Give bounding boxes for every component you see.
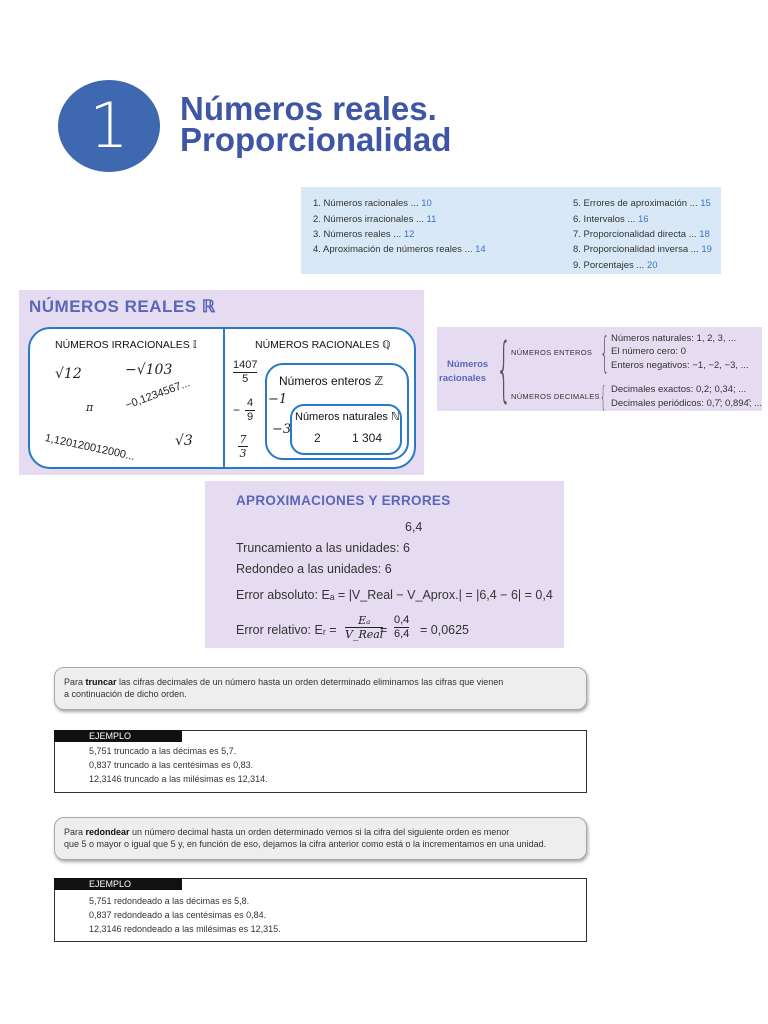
chapter-title-line2: Proporcionalidad <box>180 121 452 158</box>
fraction-denominator: 9 <box>246 411 254 423</box>
ejemplo-line: 12,3146 truncado a las milésimas es 12,314. <box>89 774 268 784</box>
ejemplo-line: 0,837 truncado a las centésimas es 0,83. <box>89 760 254 770</box>
decimales-brace: { <box>600 380 607 413</box>
irr-decimal: −0,1234567... <box>123 377 192 412</box>
index-item[interactable]: 5. Errores de aproximación ... 15 <box>573 198 711 209</box>
fraction-sign: − <box>233 403 241 417</box>
fraction-numerator: Eₐ <box>358 614 371 627</box>
group-enteros: NÚMEROS ENTEROS <box>511 348 593 357</box>
error-absoluto-line: Error absoluto: Eₐ = |V_Real − V_Aprox.| = |6,4 − 6| = 0,4 <box>236 588 553 602</box>
fraction-7-3 <box>238 433 248 460</box>
ejemplo-line: 12,3146 redondeado a las milésimas es 12,315. <box>89 924 281 934</box>
rac-item: El número cero: 0 <box>611 346 686 357</box>
fraction-1407-5 <box>233 359 257 386</box>
natural-1304: 1 304 <box>352 431 383 445</box>
rac-item: Decimales exactos: 0,2; 0,34; ... <box>611 384 747 395</box>
fraction-numerator: 4 <box>246 397 254 409</box>
error-relativo-value-fraction <box>394 614 409 641</box>
reales-title: NÚMEROS REALES ℝ <box>29 297 216 316</box>
rac-item: Números naturales: 1, 2, 3, ... <box>611 333 737 344</box>
outer-brace: { <box>496 328 512 410</box>
index-item[interactable]: 2. Números irracionales ... 11 <box>313 214 437 225</box>
chapter-number: 1 <box>89 89 129 162</box>
natural-2: 2 <box>314 431 321 445</box>
index-item[interactable]: 4. Aproximación de números reales ... 14 <box>313 244 486 255</box>
index-item[interactable]: 9. Porcentajes ... 20 <box>573 260 658 271</box>
index-item[interactable]: 1. Números racionales ... 10 <box>313 198 432 209</box>
racionales-label-line2: racionales <box>439 373 486 384</box>
fraction-numerator: 7 <box>239 433 247 446</box>
fraction-denominator: V_Real <box>345 628 384 641</box>
irr-pi: π <box>86 401 94 414</box>
aproximaciones-title: APROXIMACIONES Y ERRORES <box>236 493 451 508</box>
rac-item: Decimales periódicos: 0,7̂; 0,894̂; ... <box>611 398 763 409</box>
index-item[interactable]: 7. Proporcionalidad directa ... 18 <box>573 229 710 240</box>
fraction-denominator: 6,4 <box>394 628 410 640</box>
irracionales-title: NÚMEROS IRRACIONALES 𝕀 <box>55 339 197 351</box>
truncar-rule-text: Para truncar las cifras decimales de un número hasta un orden determinado eliminamos las cifras que vienen a continuación de dicho orden. <box>64 677 504 699</box>
enteros-brace: { <box>600 328 610 377</box>
irr-sqrt12: √12 <box>55 366 82 382</box>
ejemplo-line: 5,751 truncado a las décimas es 5,7. <box>89 746 237 756</box>
rac-item: Enteros negativos: −1, −2, −3, ... <box>611 360 749 371</box>
irr-long-decimal: 1,120120012000... <box>43 432 137 463</box>
ejemplo-tag: EJEMPLO <box>54 730 182 742</box>
fraction-numerator: 0,4 <box>394 614 410 626</box>
error-relativo-label: Error relativo: Eᵣ = <box>236 623 337 637</box>
fraction-denominator: 5 <box>233 372 257 386</box>
set-divider <box>223 327 225 469</box>
aprox-value: 6,4 <box>405 520 423 534</box>
redondear-rule-text: Para redondear un número decimal hasta un orden determinado vemos si la cifra del siguiente orden es menor que 5 o mayor o igual que 5 y, en función de eso, dejamos la cifra anterior como está o la incrementamos en una unidad. <box>64 827 547 849</box>
equals-sign: = <box>380 623 388 637</box>
index-item[interactable]: 8. Proporcionalidad inversa ... 19 <box>573 244 712 255</box>
entero-neg3: −3 <box>272 422 292 437</box>
truncamiento-line: Truncamiento a las unidades: 6 <box>236 541 410 555</box>
ejemplo-line: 0,837 redondeado a las centésimas es 0,84. <box>89 910 267 920</box>
index-item[interactable]: 6. Intervalos ... 16 <box>573 214 649 225</box>
irr-sqrt3: √3 <box>175 433 193 449</box>
error-relativo-result: = 0,0625 <box>420 623 470 637</box>
ejemplo-tag: EJEMPLO <box>54 878 182 890</box>
error-relativo-fraction <box>345 614 383 641</box>
fraction-denominator: 3 <box>239 447 247 460</box>
chapter-title-line1: Números reales. <box>180 90 437 127</box>
redondeo-line: Redondeo a las unidades: 6 <box>236 562 392 576</box>
fraction-4-9 <box>245 397 255 424</box>
entero-neg1: −1 <box>268 392 288 407</box>
irr-neg-sqrt103: −√103 <box>125 362 173 378</box>
index-item[interactable]: 3. Números reales ... 12 <box>313 229 415 240</box>
group-decimales: NÚMEROS DECIMALES <box>511 392 600 401</box>
fraction-numerator: 1407 <box>233 359 258 371</box>
racionales-label-line1: Números <box>447 359 489 370</box>
enteros-title: Números enteros ℤ <box>279 374 384 388</box>
naturales-title: Números naturales ℕ <box>295 411 400 423</box>
ejemplo-line: 5,751 redondeado a las décimas es 5,8. <box>89 896 250 906</box>
racionales-title: NÚMEROS RACIONALES ℚ <box>255 339 391 351</box>
